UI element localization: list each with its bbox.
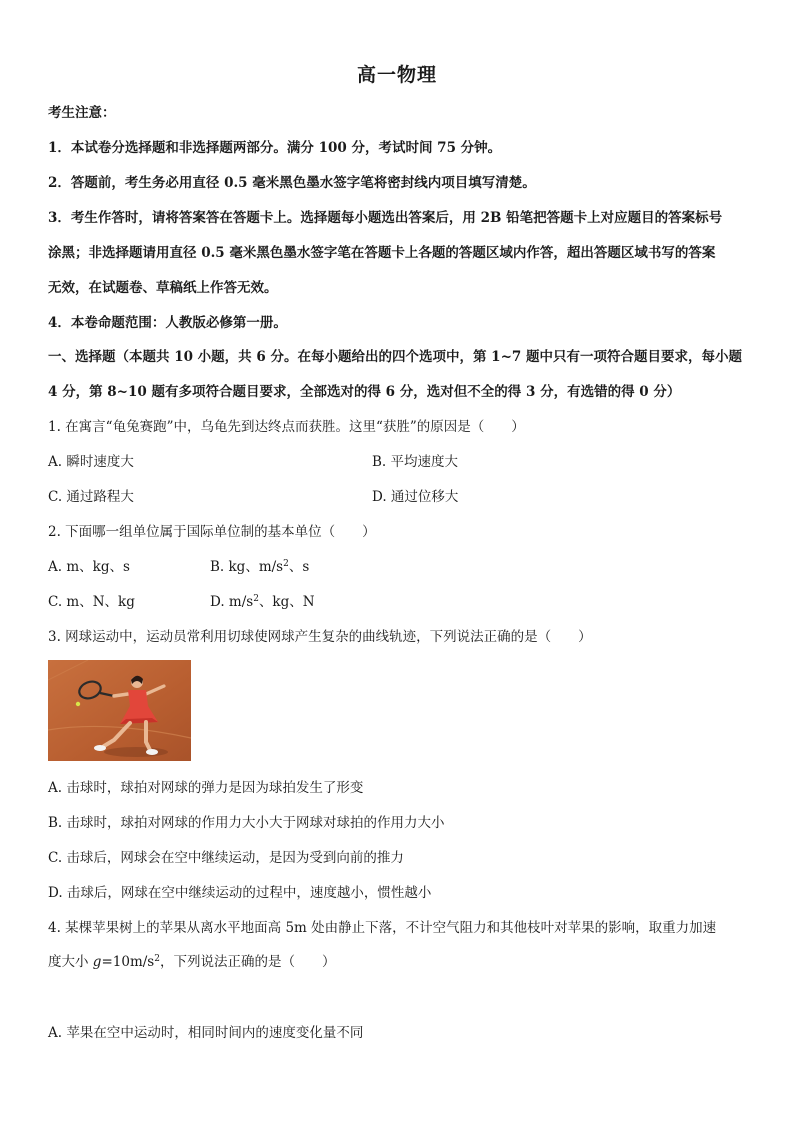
question-3-option-b: B. 击球时，球拍对网球的作用力大小大于网球对球拍的作用力大小 <box>48 815 445 831</box>
question-1-stem: 1. 在寓言“龟兔赛跑”中，乌龟先到达终点而获胜。这里“获胜”的原因是（ ） <box>48 419 525 435</box>
question-1-option-a: A. 瞬时速度大 <box>48 454 134 470</box>
question-3-option-a: A. 击球时，球拍对网球的弹力是因为球拍发生了形变 <box>48 780 364 796</box>
question-4-stem: 4. 某棵苹果树上的苹果从离水平地面高 5m 处由静止下落，不计空气阻力和其他枝叶对苹果的影响，取重力加速 <box>48 920 717 936</box>
question-4-stem-prefix: 度大小 <box>48 954 93 970</box>
question-1-option-c: C. 通过路程大 <box>48 489 134 505</box>
notice-item-1: 1．本试卷分选择题和非选择题两部分。满分 100 分，考试时间 75 分钟。 <box>48 140 502 156</box>
question-2-option-b-text: B. kg、m/s <box>210 559 284 575</box>
notice-item-3-end: 无效，在试题卷、草稿纸上作答无效。 <box>48 280 278 296</box>
question-2-option-d <box>210 593 315 611</box>
tennis-player-photo <box>48 660 191 761</box>
page-title: 高一物理 <box>356 64 437 86</box>
question-2-stem: 2. 下面哪一组单位属于国际单位制的基本单位（ ） <box>48 524 376 540</box>
question-4-stem-cont <box>48 953 335 971</box>
question-4-stem-suffix: ，下列说法正确的是（ ） <box>159 954 336 970</box>
question-1-option-b: B. 平均速度大 <box>372 454 459 470</box>
question-2-option-d-suffix: 、kg、N <box>258 594 315 610</box>
notice-item-4: 4．本卷命题范围：人教版必修第一册。 <box>48 315 287 331</box>
notice-heading: 考生注意： <box>48 105 116 121</box>
question-2-option-b-suffix: 、s <box>288 559 310 575</box>
section-heading-cont: 4 分，第 8~10 题有多项符合题目要求，全部选对的得 6 分，选对但不全的得 3 分，有选错的得 0 分） <box>48 384 681 400</box>
question-3-option-d: D. 击球后，网球在空中继续运动的过程中，速度越小，惯性越小 <box>48 885 432 901</box>
question-2-option-c: C. m、N、kg <box>48 594 135 610</box>
question-3-stem: 3. 网球运动中，运动员常利用切球使网球产生复杂的曲线轨迹，下列说法正确的是（ ） <box>48 629 592 645</box>
section-heading: 一、选择题（本题共 10 小题，共 6 分。在每小题给出的四个选项中，第 1~7 题中只有一项符合题目要求，每小题 <box>48 349 742 365</box>
superscript: 2 <box>283 559 289 569</box>
notice-item-3-cont: 涂黑；非选择题请用直径 0.5 毫米黑色墨水签字笔在答题卡上各题的答题区域内作答，超出答题区域书写的答案 <box>48 245 716 261</box>
question-1-option-d: D. 通过位移大 <box>372 489 459 505</box>
question-2-option-d-text: D. m/s <box>210 594 254 610</box>
question-3-option-c: C. 击球后，网球会在空中继续运动，是因为受到向前的推力 <box>48 850 404 866</box>
gravity-variable: g <box>92 954 102 970</box>
question-2-option-a: A. m、kg、s <box>48 559 130 575</box>
question-4-option-a: A. 苹果在空中运动时，相同时间内的速度变化量不同 <box>48 1025 364 1041</box>
superscript: 2 <box>253 594 259 604</box>
question-4-stem-value: =10m/s <box>101 954 155 970</box>
question-2-option-b <box>210 558 309 576</box>
superscript: 2 <box>154 954 160 964</box>
notice-item-3: 3．考生作答时，请将答案答在答题卡上。选择题每小题选出答案后，用 2B 铅笔把答题卡上对应题目的答案标号 <box>48 210 723 226</box>
notice-item-2: 2．答题前，考生务必用直径 0.5 毫米黑色墨水签字笔将密封线内项目填写清楚。 <box>48 175 536 191</box>
